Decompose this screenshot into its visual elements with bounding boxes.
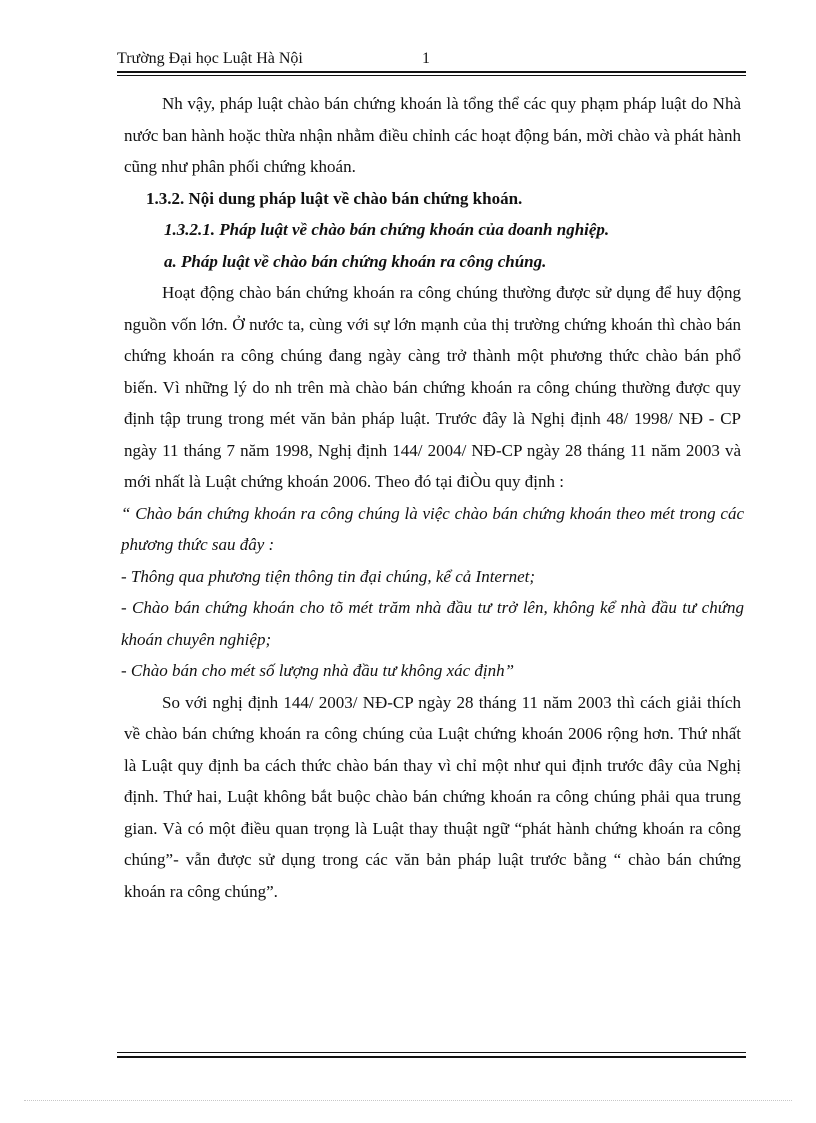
heading-1-3-2-1: 1.3.2.1. Pháp luật về chào bán chứng khoán của doanh nghiệp. (164, 220, 610, 239)
page-number: 1 (422, 50, 430, 67)
paragraph-definition: Nh vậy, pháp luật chào bán chứng khoán là tổng thể các quy phạm pháp luật do Nhà nước ban hành hoặc thừa nhận nhằm điều chỉnh các hoạt động bán, mời chào và phát hành cũng như phân phối chứng khoán. (124, 94, 741, 176)
document-body (121, 88, 744, 907)
header-rule-thick (117, 71, 746, 73)
paragraph-public-offering: Hoạt động chào bán chứng khoán ra công chúng thường được sử dụng để huy động nguồn vốn lớn. Ở nước ta, cùng với sự lớn mạnh của thị trường chứng khoán thì chào bán chứng khoán ra công chúng đang ngày càng trở thành một phương thức chào bán phổ biến. Vì những lý do nh trên mà chào bán chứng khoán ra công chúng thường được quy định tập trung trong mét văn bản pháp luật. Trước đây là Nghị định 48/ 1998/ NĐ - CP ngày 11 tháng 7 năm 1998, Nghị định 144/ 2004/ NĐ-CP ngày 28 tháng 11 năm 2003 và mới nhất là Luật chứng khoán 2006. Theo đó tại điÒu quy định : (124, 283, 741, 491)
quote-item-investors: - Chào bán chứng khoán cho tõ mét trăm nhà đầu tư trở lên, không kể nhà đầu tư chứng khoán chuyên nghiệp; (121, 598, 744, 649)
footer-rule-thick (117, 1056, 746, 1058)
school-name: Trường Đại học Luật Hà Nội (117, 50, 303, 67)
footer-rule-thin (117, 1052, 746, 1053)
heading-a: a. Pháp luật về chào bán chứng khoán ra công chúng. (164, 251, 547, 271)
quote-item-unspecified: - Chào bán cho mét số lượng nhà đầu tư không xác định” (121, 661, 515, 680)
heading-1-3-2: 1.3.2. Nội dung pháp luật về chào bán chứng khoán. (146, 188, 523, 208)
quote-definition: “ Chào bán chứng khoán ra công chúng là việc chào bán chứng khoán theo mét trong các phương thức sau đây : (121, 503, 744, 554)
page-header (117, 48, 745, 70)
page-bottom-dotted-line (24, 1100, 792, 1101)
quote-item-media: - Thông qua phương tiện thông tin đại chúng, kể cả Internet; (121, 566, 536, 586)
header-rule-thin (117, 75, 746, 76)
paragraph-comparison: So với nghị định 144/ 2003/ NĐ-CP ngày 28 tháng 11 năm 2003 thì cách giải thích về chào bán chứng khoán ra công chúng của Luật chứng khoán 2006 rộng hơn. Thứ nhất là Luật quy định ba cách thức chào bán thay vì chỉ một như qui định trước đây của Nghị định. Thứ hai, Luật không bắt buộc chào bán chứng khoán ra công chúng phải qua trung gian. Và có một điều quan trọng là Luật thay thuật ngữ “phát hành chứng khoán ra công chúng”- vẫn được sử dụng trong các văn bản pháp luật trước bằng “ chào bán chứng khoán ra công chúng”. (124, 692, 741, 901)
